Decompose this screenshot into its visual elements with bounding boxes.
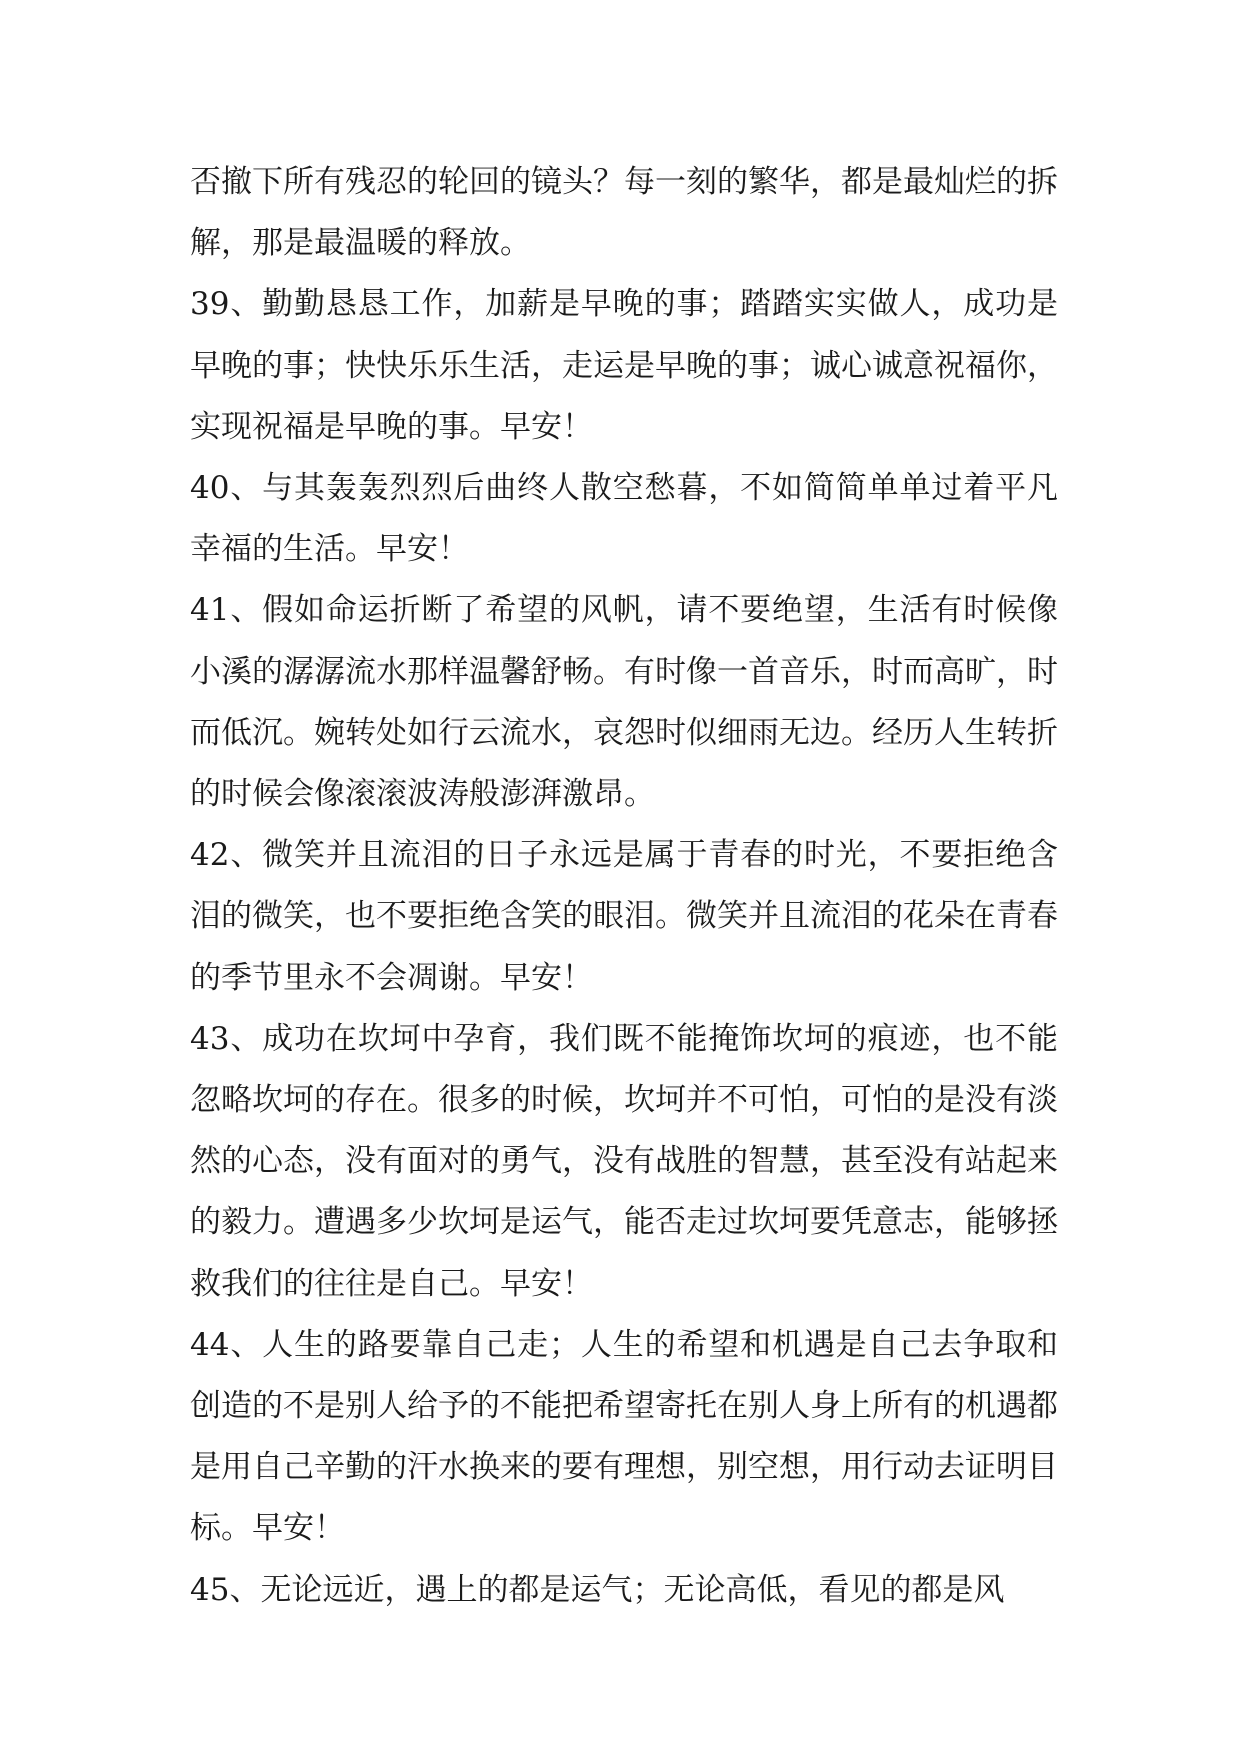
paragraph-45: 45、无论远近，遇上的都是运气；无论高低，看见的都是风 [190, 1571, 1005, 1608]
paragraph-41: 41、假如命运折断了希望的风帆，请不要绝望，生活有时候像小溪的潺潺流水那样温馨舒畅。有时像一首音乐，时而高旷，时而低沉。婉转处如行云流水，哀怨时似细雨无边。经历人生转折的时候会像滚滚波涛般澎湃激昂。 [190, 592, 1058, 813]
paragraph-40: 40、与其轰轰烈烈后曲终人散空愁暮，不如简简单单过着平凡幸福的生活。早安！ [190, 470, 1058, 568]
paragraph-continuation: 否撤下所有残忍的轮回的镜头？每一刻的繁华，都是最灿烂的拆解，那是最温暖的释放。 [190, 164, 1058, 262]
paragraph-44: 44、人生的路要靠自己走；人生的希望和机遇是自己去争取和创造的不是别人给予的不能把希望寄托在别人身上所有的机遇都是用自己辛勤的汗水换来的要有理想，别空想，用行动去证明目标。早安！ [190, 1326, 1058, 1547]
document-body [190, 152, 1058, 1621]
paragraph-42: 42、微笑并且流泪的日子永远是属于青春的时光，不要拒绝含泪的微笑，也不要拒绝含笑的眼泪。微笑并且流泪的花朵在青春的季节里永不会凋谢。早安！ [190, 837, 1058, 996]
paragraph-39: 39、勤勤恳恳工作，加薪是早晚的事；踏踏实实做人，成功是早晚的事；快快乐乐生活，走运是早晚的事；诚心诚意祝福你，实现祝福是早晚的事。早安！ [190, 286, 1058, 445]
paragraph-43: 43、成功在坎坷中孕育，我们既不能掩饰坎坷的痕迹，也不能忽略坎坷的存在。很多的时候，坎坷并不可怕，可怕的是没有淡然的心态，没有面对的勇气，没有战胜的智慧，甚至没有站起来的毅力。遭遇多少坎坷是运气，能否走过坎坷要凭意志，能够拯救我们的往往是自己。早安！ [190, 1020, 1058, 1302]
